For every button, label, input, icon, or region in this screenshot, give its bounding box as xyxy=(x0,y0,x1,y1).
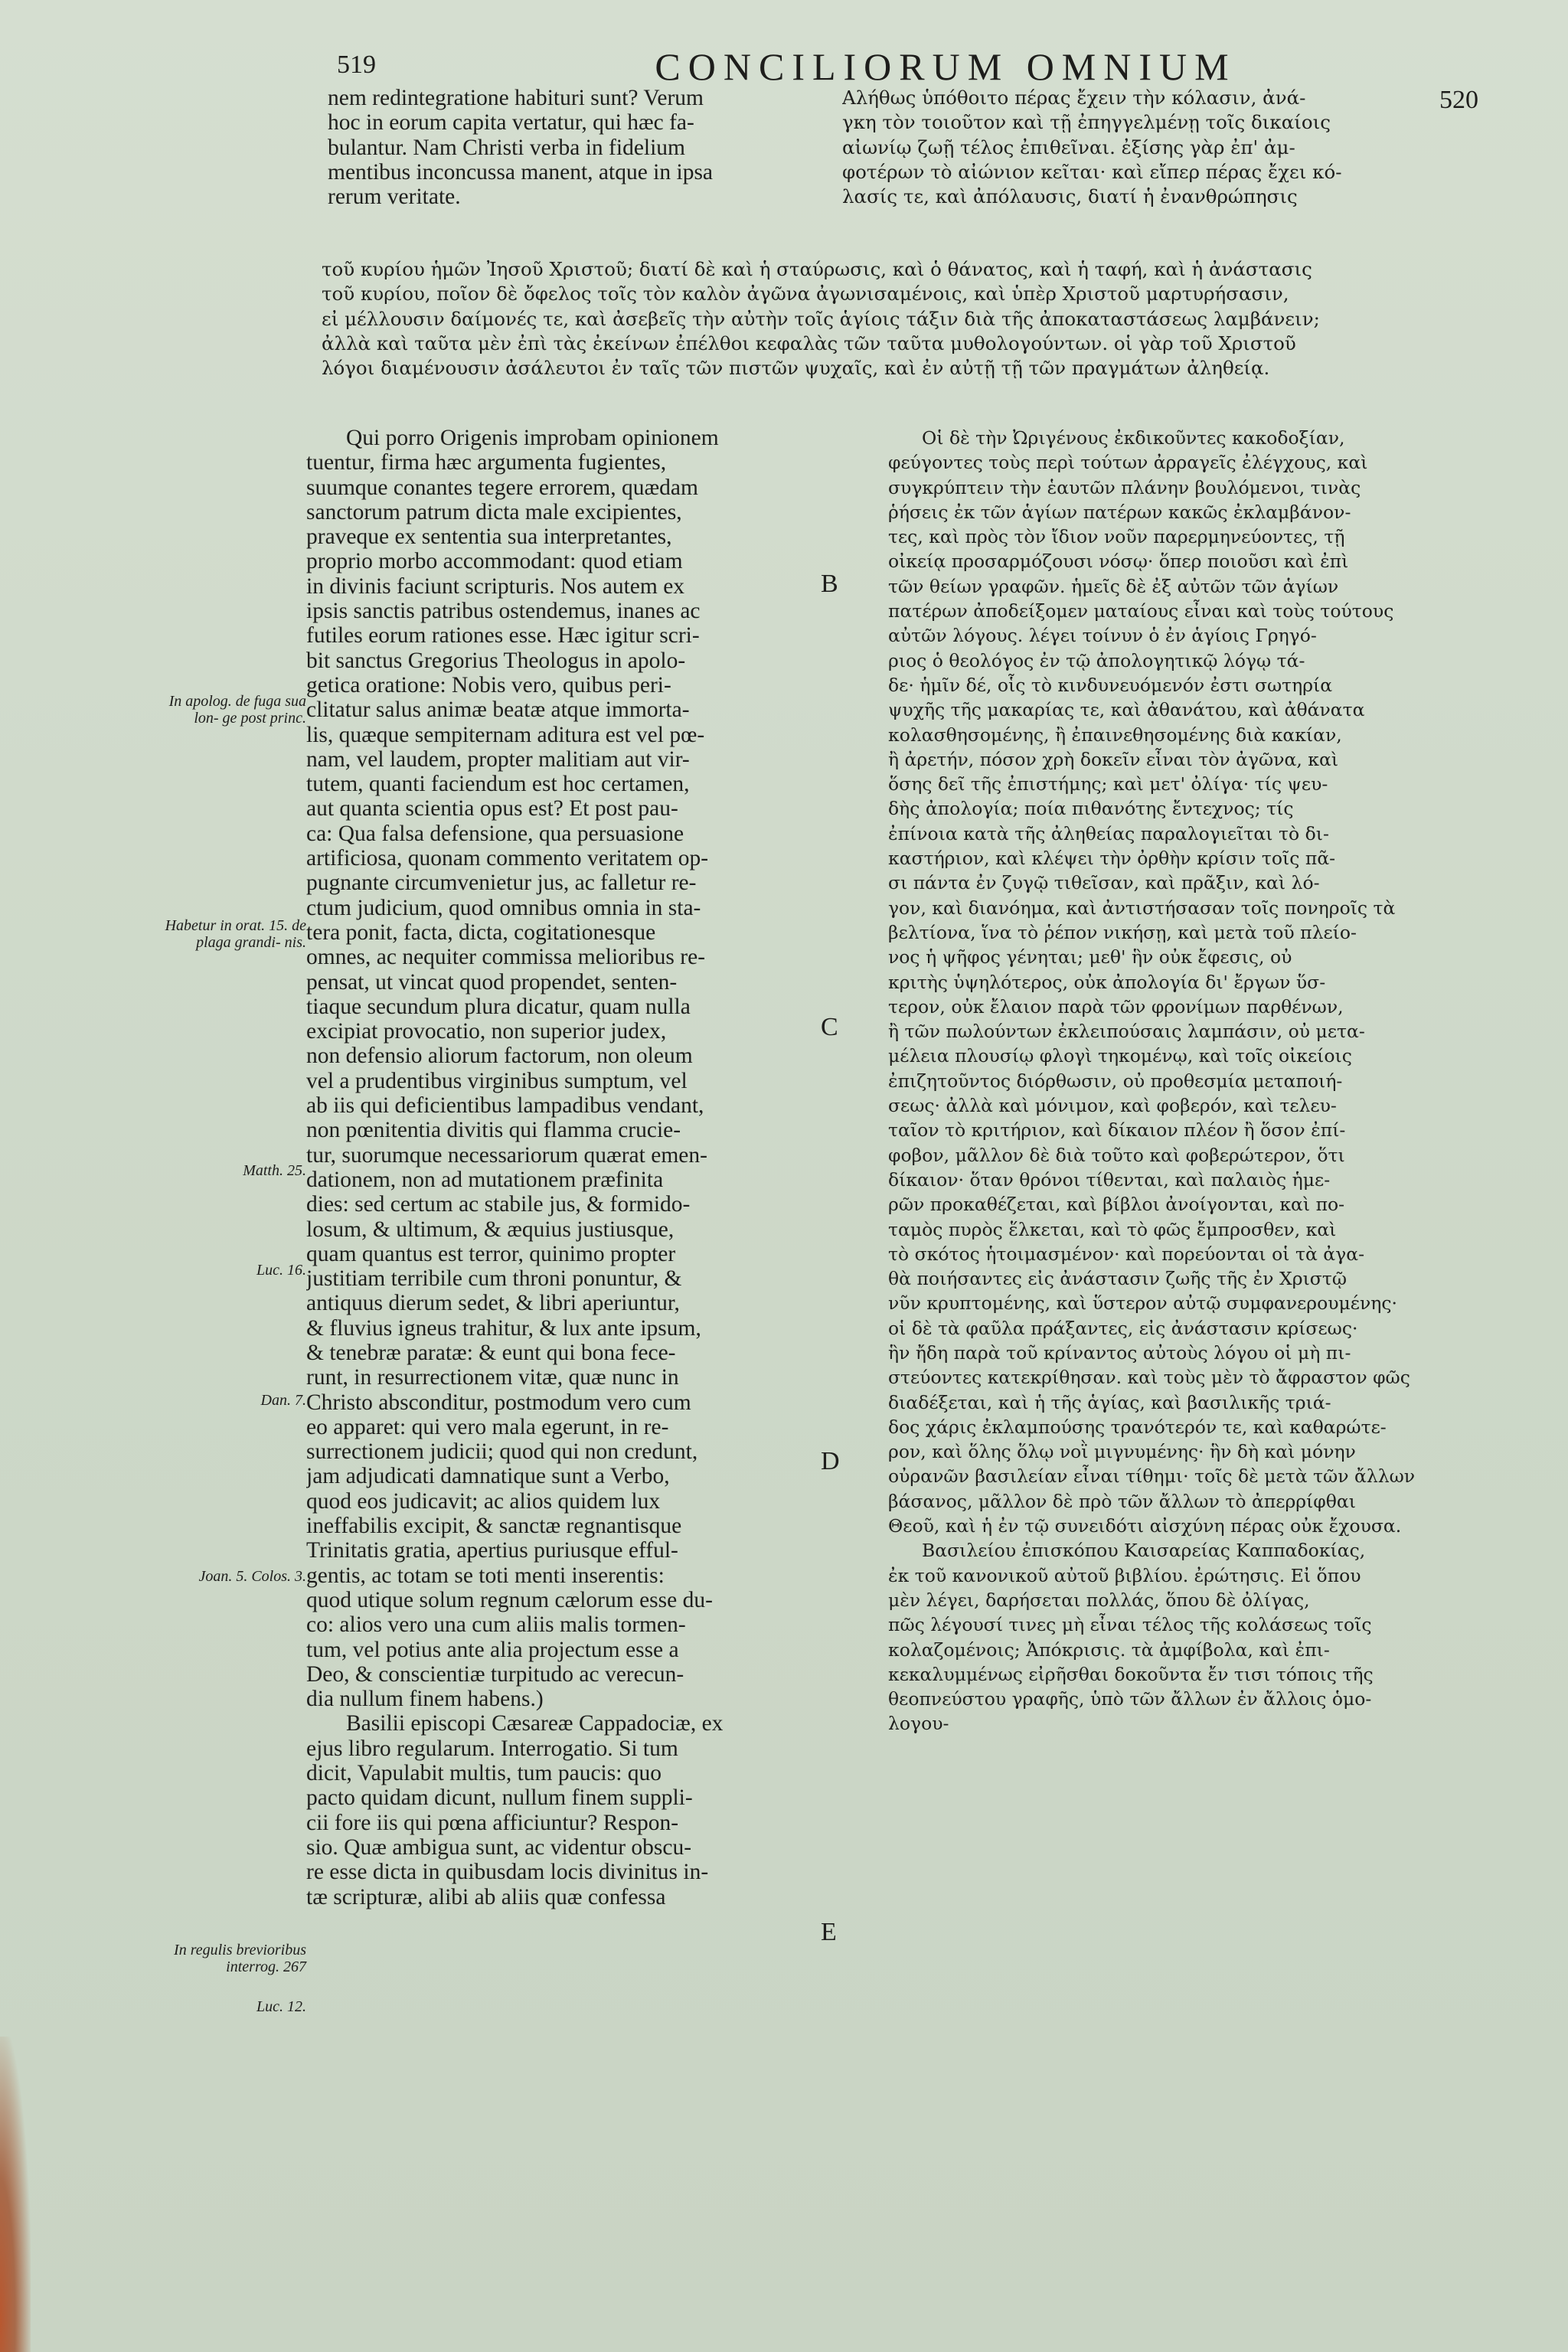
latin-line: tum, vel potius ante alia projectum esse a xyxy=(306,1637,679,1662)
page-edge-shadow xyxy=(0,2037,31,2352)
latin-line: nem redintegratione habituri sunt? Verum xyxy=(328,86,704,110)
margin-note-7: In regulis brevioribus interrog. 267 xyxy=(174,1942,306,1975)
latin-line: ca: Qua falsa defensione, qua persuasione xyxy=(306,821,684,846)
latin-top-paragraph xyxy=(328,86,818,209)
greek-line: ρον, καὶ ὅλης ὅλῳ νοῒ μιγνυμένης· ἣν δὴ καὶ μόνην xyxy=(888,1441,1356,1463)
margin-note-1: In apolog. de fuga sua lon- ge post princ. xyxy=(168,693,306,727)
latin-line: omnes, ac nequiter commissa melioribus re- xyxy=(306,945,706,970)
greek-line: θὰ ποιήσαντες εἰς ἀνάστασιν ζωῆς τῆς ἐν Χριστῷ xyxy=(888,1268,1347,1290)
latin-line: quod eos judicavit; ac alios quidem lux xyxy=(306,1488,661,1514)
section-letter-e: E xyxy=(821,1918,837,1946)
greek-line: αὐτῶν λόγους. λέγει τοίνυν ὁ ἐν ἁγίοις Γρηγό- xyxy=(888,625,1317,647)
latin-line: in divinis faciunt scripturis. Nos autem ex xyxy=(306,573,685,599)
greek-line: αἰωνίῳ ζωῇ τέλος ἐπιθεῖναι. ἐξίσης γὰρ ἐπ' ἀμ- xyxy=(842,136,1295,158)
greek-line: γον, καὶ διανόημα, καὶ ἀντιστήσασαν τοῖς πονηροῖς τὰ xyxy=(888,897,1396,919)
greek-line: τὸ σκότος ἡτοιμασμένον· καὶ πορεύονται οἱ τὰ ἀγα- xyxy=(888,1243,1365,1265)
latin-line: Qui porro Origenis improbam opinionem xyxy=(346,426,719,450)
latin-line: non defensio aliorum factorum, non oleum xyxy=(306,1044,693,1069)
latin-line: cii fore iis qui pœna afficiuntur? Respon- xyxy=(306,1810,679,1835)
latin-line: losum, & ultimum, & æquius justiusque, xyxy=(306,1217,675,1242)
latin-line: tæ scripturæ, alibi ab aliis quæ confessa xyxy=(306,1884,666,1909)
latin-line: pensat, ut vincat quod propendet, senten- xyxy=(306,969,678,995)
greek-line: τῶν θείων γραφῶν. ἡμεῖς δὲ ἐξ αὐτῶν τῶν ἁγίων xyxy=(888,575,1339,597)
greek-cross-passage xyxy=(322,257,1485,381)
latin-line: co: alios vero una cum aliis malis tormen- xyxy=(306,1612,686,1638)
latin-line: & fluvius igneus trahitur, & lux ante ipsum, xyxy=(306,1315,701,1341)
latin-line: ctum judicium, quod omnibus omnia in sta- xyxy=(306,895,701,920)
greek-line: Θεοῦ, καὶ ἡ ἐν τῷ συνειδότι αἰσχύνη πέρας οὐκ ἔχουσα. xyxy=(888,1515,1402,1537)
latin-line: re esse dicta in quibusdam locis divinitus in- xyxy=(306,1860,709,1885)
greek-line: κολαζομένοις; Ἀπόκρισις. τὰ ἀμφίβολα, καὶ ἐπι- xyxy=(888,1638,1330,1661)
latin-line: dia nullum finem habens.) xyxy=(306,1687,544,1712)
greek-line: κολασθησομένης, ἢ ἐπαινεθησομένης διὰ κακίαν, xyxy=(888,724,1342,746)
greek-line: ἣν ἤδη παρὰ τοῦ κρίναντος αὐτοὺς λόγου οἱ μὴ πι- xyxy=(888,1341,1351,1364)
latin-line: dies: sed certum ac stabile jus, & formido- xyxy=(306,1192,691,1217)
greek-line: στεύοντες κατεκρίθησαν. καὶ τοὺς μὲν τὸ ἄφραστον φῶς xyxy=(888,1367,1410,1389)
latin-line: hoc in eorum capita vertatur, qui hæc fa- xyxy=(328,110,694,136)
latin-line: gentis, ac totam se toti menti inserentis: xyxy=(306,1563,665,1588)
margin-note-5: Dan. 7. xyxy=(260,1392,306,1409)
greek-line: Οἱ δὲ τὴν Ὠριγένους ἐκδικοῦντες κακοδοξίαν, xyxy=(922,427,1345,449)
greek-line: διαδέξεται, καὶ ἡ τῆς ἁγίας, καὶ βασιλικῆς τριά- xyxy=(888,1391,1331,1413)
greek-line: συγκρύπτειν τὴν ἑαυτῶν πλάνην βουλόμενοι, τινὰς xyxy=(888,476,1361,498)
greek-line: μὲν λέγει, δαρήσεται πολλάς, ὅπου δὲ ὀλίγας, xyxy=(888,1589,1310,1611)
section-letter-b: B xyxy=(821,570,838,598)
greek-line: θεοπνεύστου γραφῆς, ὑπὸ τῶν ἄλλων ἐν ἄλλοις ὁμο- xyxy=(888,1688,1372,1710)
greek-cross-line: τοῦ κυρίου, ποῖον δὲ ὄφελος τοῖς τὸν καλὸν ἀγῶνα ἀγωνισαμένοις, καὶ ὑπὲρ Χριστοῦ μαρτυρήσασιν, xyxy=(322,283,1289,305)
latin-line: bit sanctus Gregorius Theologus in apolo- xyxy=(306,648,686,673)
greek-line: ταῖον τὸ κριτήριον, καὶ δίκαιον πλέον ἢ ὅσον ἐπί- xyxy=(888,1119,1346,1142)
greek-line: ἐκ τοῦ κανονικοῦ αὐτοῦ βιβλίου. ἐρώτησις. Εἰ ὅπου xyxy=(888,1564,1361,1586)
latin-line: Christo absconditur, postmodum vero cum xyxy=(306,1390,691,1415)
margin-note-6: Joan. 5. Colos. 3. xyxy=(198,1568,306,1585)
greek-line: ψυχῆς τῆς μακαρίας τε, καὶ ἀθανάτου, καὶ ἀθάνατα xyxy=(888,699,1365,721)
latin-line: & tenebræ paratæ: & eunt qui bona fece- xyxy=(306,1340,676,1365)
page-number-left: 519 xyxy=(337,51,376,79)
greek-line: σι πάντα ἐν ζυγῷ τιθεῖσαν, καὶ πρᾶξιν, καὶ λό- xyxy=(888,872,1320,894)
greek-line: δε· ἡμῖν δέ, οἷς τὸ κινδυνευόμενόν ἐστι σωτηρία xyxy=(888,674,1333,696)
greek-line: ριος ὁ θεολόγος ἐν τῷ ἀπολογητικῷ λόγῳ τά- xyxy=(888,649,1305,671)
greek-line: οἰκείᾳ προσαρμόζουσι νόσῳ· ὅπερ ποιοῦσι καὶ ἐπὶ xyxy=(888,550,1349,573)
greek-line: λασίς τε, καὶ ἀπόλαυσις, διατί ἡ ἐνανθρώπησις xyxy=(842,185,1298,208)
page-number-right: 520 xyxy=(1439,86,1478,114)
greek-top-paragraph xyxy=(842,86,1485,209)
latin-line: bulantur. Nam Christi verba in fidelium xyxy=(328,135,686,160)
latin-line: tiaque secundum plura dicatur, quam nulla xyxy=(306,994,691,1019)
greek-main-column xyxy=(888,426,1485,1736)
greek-cross-line: τοῦ κυρίου ἡμῶν Ἰησοῦ Χριστοῦ; διατί δὲ καὶ ἡ σταύρωσις, καὶ ὁ θάνατος, καὶ ἡ ταφή, καὶ ἡ ἀνάστασις xyxy=(322,258,1312,280)
greek-line: οἱ δὲ τὰ φαῦλα πράξαντες, εἰς ἀνάστασιν κρίσεως· xyxy=(888,1317,1358,1339)
greek-line: γκη τὸν τοιοῦτον καὶ τῇ ἐπηγγελμένῃ τοῖς δικαίοις xyxy=(842,111,1331,134)
greek-line: φοβον, μᾶλλον δὲ διὰ τοῦτο καὶ φοβερώτερον, ὅτι xyxy=(888,1144,1345,1166)
latin-line: praveque ex sententia sua interpretantes, xyxy=(306,524,672,550)
greek-line: Αλήθως ὑπόθοιτο πέρας ἔχειν τὴν κόλασιν, ἀνά- xyxy=(842,87,1306,109)
greek-line: νος ἡ ψῆφος γένηται; μεθ' ἣν οὐκ ἔφεσις, οὐ xyxy=(888,946,1292,969)
latin-line: rerum veritate. xyxy=(328,185,461,210)
latin-line: justitiam terribile cum throni ponuntur, & xyxy=(306,1266,682,1292)
latin-line: ineffabilis excipit, & sanctæ regnantisque xyxy=(306,1514,682,1539)
latin-line: dicit, Vapulabit multis, tum paucis: quo xyxy=(306,1761,662,1786)
margin-note-8: Luc. 12. xyxy=(256,1998,306,2015)
greek-line: δίκαιον· ὅταν θρόνοι τίθενται, καὶ παλαιὸς ἡμε- xyxy=(888,1168,1331,1191)
latin-line: vel a prudentibus virginibus sumptum, vel xyxy=(306,1068,688,1093)
greek-cross-line: λόγοι διαμένουσιν ἀσάλευτοι ἐν ταῖς τῶν πιστῶν ψυχαῖς, καὶ ἐν αὐτῇ τῇ τῶν πραγμάτων ἀληθείᾳ. xyxy=(322,357,1270,380)
margin-note-3: Matth. 25. xyxy=(243,1162,306,1179)
greek-line: οὐρανῶν βασιλείαν εἶναι τίθημι· τοῖς δὲ μετὰ τῶν ἄλλων xyxy=(888,1465,1416,1488)
latin-line: Deo, & conscientiæ turpitudo ac verecun- xyxy=(306,1661,684,1687)
greek-line: μέλεια πλουσίῳ φλογὶ τηκομένῳ, καὶ τοῖς οἰκείοις xyxy=(888,1045,1352,1067)
latin-line: ipsis sanctis patribus ostendemus, inanes ac xyxy=(306,599,701,624)
latin-line: artificiosa, quonam commento veritatem op- xyxy=(306,846,709,871)
latin-line: quod utique solum regnum cælorum esse du- xyxy=(306,1587,713,1612)
margin-note-2: Habetur in orat. 15. de plaga grandi- nis. xyxy=(165,917,306,951)
running-head-title: CONCILIORUM OMNIUM xyxy=(655,45,1236,88)
greek-line: ῥήσεις ἐκ τῶν ἁγίων πατέρων κακῶς ἐκλαμβάνον- xyxy=(888,501,1351,523)
greek-line: ἐπιζητοῦντος διόρθωσιν, οὐ προθεσμία μεταποιή- xyxy=(888,1070,1343,1092)
latin-line: pacto quidam dicunt, nullum finem suppli- xyxy=(306,1785,693,1811)
latin-line: proprio morbo accommodant: quod etiam xyxy=(306,549,683,574)
latin-line: non pœnitentia divitis qui flamma crucie- xyxy=(306,1118,681,1143)
latin-line: Trinitatis gratia, apertius puriusque efful- xyxy=(306,1538,678,1563)
latin-line: ab iis qui deficientibus lampadibus vendant, xyxy=(306,1093,704,1119)
latin-line: tera ponit, facta, dicta, cogitationesque xyxy=(306,920,656,945)
latin-line: suumque conantes tegere errorem, quædam xyxy=(306,475,698,500)
latin-line: tutem, quanti faciendum est hoc certamen, xyxy=(306,772,690,797)
greek-line: λογου- xyxy=(888,1713,949,1735)
greek-line: φοτέρων τὸ αἰώνιον κεῖται· καὶ εἴπερ πέρας ἔχει κό- xyxy=(842,160,1342,183)
greek-line: καστήριον, καὶ κλέψει τὴν ὀρθὴν κρίσιν τοῖς πᾶ- xyxy=(888,848,1336,870)
greek-line: δος χάρις ἐκλαμπούσης τρανότερόν τε, καὶ καθαρώτε- xyxy=(888,1416,1387,1438)
latin-line: excipiat provocatio, non superior judex, xyxy=(306,1019,667,1044)
greek-line: πατέρων ἀποδείξομεν ματαίους εἶναι καὶ τοὺς τούτους xyxy=(888,600,1394,622)
margin-note-4: Luc. 16. xyxy=(256,1262,306,1279)
greek-line: σεως· ἀλλὰ καὶ μόνιμον, καὶ φοβερόν, καὶ τελευ- xyxy=(888,1095,1337,1117)
greek-line: ἢ τῶν πωλούντων ἐκλειπούσαις λαμπάσιν, οὐ μετα- xyxy=(888,1021,1365,1043)
greek-cross-line: ἀλλὰ καὶ ταῦτα μὲν ἐπὶ τὰς ἐκείνων ἐπέλθοι κεφαλὰς τῶν ταῦτα μυθολογούντων. οἱ γὰρ τοῦ Χριστοῦ xyxy=(322,332,1296,354)
greek-line: πῶς λέγουσί τινες μὴ εἶναι τέλος τῆς κολάσεως τοῖς xyxy=(888,1614,1372,1636)
latin-line: tuentur, firma hæc argumenta fugientes, xyxy=(306,450,667,475)
greek-line: ρῶν προκαθέζεται, καὶ βίβλοι ἀνοίγονται, καὶ πο- xyxy=(888,1194,1345,1216)
greek-line: ὅσης δεῖ τῆς ἐπιστήμης; καὶ μετ' ὀλίγα· τίς ψευ- xyxy=(888,773,1328,795)
latin-line: getica oratione: Nobis vero, quibus peri- xyxy=(306,672,671,697)
latin-line: lis, quæque sempiternam aditura est vel pœ- xyxy=(306,722,705,747)
latin-line: surrectionem judicii; quod qui non credunt, xyxy=(306,1439,698,1465)
greek-line: βάσανος, μᾶλλον δὲ πρὸ τῶν ἄλλων τὸ ἀπερρίφθαι xyxy=(888,1490,1356,1512)
latin-line: dationem, non ad mutationem præfinita xyxy=(306,1167,664,1192)
latin-line: sio. Quæ ambigua sunt, ac videntur obscu- xyxy=(306,1834,692,1860)
greek-line: ταμὸς πυρὸς ἕλκεται, καὶ τὸ φῶς ἔμπροσθεν, καὶ xyxy=(888,1218,1337,1240)
latin-line: ejus libro regularum. Interrogatio. Si tum xyxy=(306,1736,678,1761)
greek-line: ἢ ἀρετήν, πόσον χρὴ δοκεῖν εἶναι τὸν ἀγῶνα, καὶ xyxy=(888,748,1339,770)
latin-line: nam, vel laudem, propter malitiam aut vir- xyxy=(306,746,690,772)
latin-line: tur, suorumque necessariorum quærat emen- xyxy=(306,1142,707,1168)
greek-line: νῦν κρυπτομένης, καὶ ὕστερον αὐτῷ συμφανερουμένης· xyxy=(888,1292,1397,1315)
greek-line: ἐπίνοια κατὰ τῆς ἀληθείας παραλογιεῖται τὸ δι- xyxy=(888,822,1329,844)
latin-line: antiquus dierum sedet, & libri aperiuntur, xyxy=(306,1291,680,1316)
latin-line: clitatur salus animæ beatæ atque immorta- xyxy=(306,697,690,723)
greek-cross-line: εἰ μέλλουσιν δαίμονές τε, καὶ ἀσεβεῖς τὴν αὐτὴν τοῖς ἁγίοις τάξιν διὰ τῆς ἀποκαταστάσεως λαμβάνειν; xyxy=(322,307,1320,330)
greek-line: δὴς ἀπολογία; ποία πιθανότης ἔντεχνος; τίς xyxy=(888,798,1294,820)
latin-line: sanctorum patrum dicta male excipientes, xyxy=(306,499,682,524)
latin-line: pugnante circumvenietur jus, ac falletur re- xyxy=(306,871,697,896)
latin-line: aut quanta scientia opus est? Et post pau- xyxy=(306,796,678,822)
latin-line: runt, in resurrectionem vitæ, quæ nunc in xyxy=(306,1365,679,1390)
section-letter-c: C xyxy=(821,1013,838,1041)
latin-line: mentibus inconcussa manent, atque in ipsa xyxy=(328,159,714,185)
greek-line: βελτίονα, ἵνα τὸ ῥέπον νικήσῃ, καὶ μετὰ τοῦ πλείο- xyxy=(888,921,1357,943)
greek-line: κριτὴς ὑψηλότερος, οὐκ ἀπολογία δι' ἔργων ὕσ- xyxy=(888,971,1326,993)
latin-line: jam adjudicati damnatique sunt a Verbo, xyxy=(306,1464,670,1489)
latin-line: quam quantus est terror, quinimo propter xyxy=(306,1241,676,1266)
section-letter-d: D xyxy=(821,1447,840,1475)
latin-line: futiles eorum rationes esse. Hæc igitur scri- xyxy=(306,623,700,648)
greek-line: τερον, οὐκ ἔλαιον παρὰ τῶν φρονίμων παρθένων, xyxy=(888,995,1344,1018)
greek-line: φεύγοντες τοὺς περὶ τούτων ἀρραγεῖς ἐλέγχους, καὶ xyxy=(888,452,1368,474)
greek-line: Βασιλείου ἐπισκόπου Καισαρείας Καππαδοκίας, xyxy=(922,1540,1366,1562)
greek-line: κεκαλυμμένως εἰρῆσθαι δοκοῦντα ἔν τισι τόποις τῆς xyxy=(888,1663,1374,1685)
latin-line: Basilii episcopi Cæsareæ Cappadociæ, ex xyxy=(346,1711,724,1736)
latin-main-column xyxy=(306,426,818,1909)
greek-line: τες, καὶ πρὸς τὸν ἴδιον νοῦν παρερμηνεύοντες, τῇ xyxy=(888,526,1345,548)
latin-line: eo apparet: qui vero mala egerunt, in re- xyxy=(306,1414,669,1439)
